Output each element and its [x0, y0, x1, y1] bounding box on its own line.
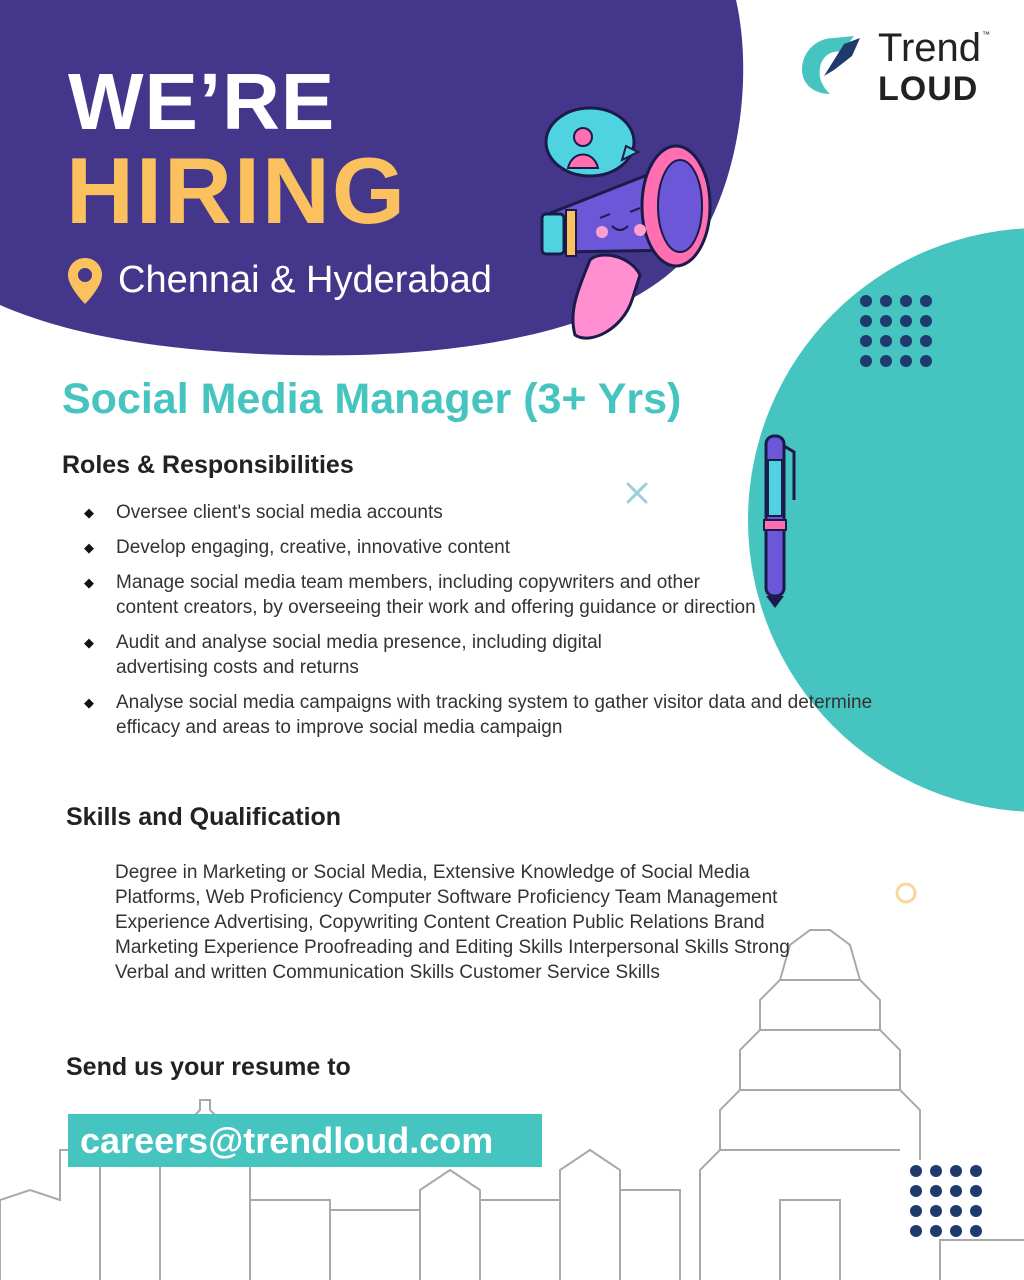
logo-word-loud: LOUD [878, 70, 979, 108]
headline-hiring: HIRING [66, 138, 407, 243]
list-item [84, 690, 906, 740]
job-title: Social Media Manager (3+ Yrs) [62, 375, 682, 423]
location-text: Chennai & Hyderabad [118, 259, 492, 301]
role-text: Analyse social media campaigns with tracking system to gather visitor data and determine efficacy and areas to improve social media campaign [116, 692, 873, 738]
bullet-diamond-icon: ◆ [84, 540, 94, 555]
dot-grid-bottom [910, 1165, 982, 1237]
roles-heading: Roles & Responsibilities [62, 451, 354, 479]
list-item [84, 535, 676, 560]
logo-word-trend: Trend [878, 26, 982, 70]
bullet-diamond-icon: ◆ [84, 695, 94, 710]
list-item [84, 570, 756, 620]
headline-were: WE’RE [68, 57, 336, 146]
logo-trademark: ™ [982, 30, 990, 39]
bullet-diamond-icon: ◆ [84, 635, 94, 650]
role-text: Develop engaging, creative, innovative content [116, 537, 510, 558]
role-text: Oversee client's social media accounts [116, 502, 443, 523]
role-text: Manage social media team members, including copywriters and other content creators, by overseeing their work and offering guidance or direction [116, 572, 756, 618]
list-item [84, 500, 676, 525]
trendloud-logo-mark [794, 30, 868, 104]
roles-list [84, 500, 884, 750]
small-ring [897, 884, 915, 902]
bullet-diamond-icon: ◆ [84, 505, 94, 520]
bullet-diamond-icon: ◆ [84, 575, 94, 590]
role-text: Audit and analyse social media presence, including digital advertising costs and returns [116, 632, 602, 678]
skills-paragraph: Degree in Marketing or Social Media, Extensive Knowledge of Social Media Platforms, Web Proficiency Computer Software Proficiency Team Management Experience Advertising, Copywriting Content Creation Public Relations Brand Marketing Experience Proofreading and Editing Skills Interpersonal Skills Strong Verbal and written Communication Skills Customer Service Skills [115, 862, 790, 983]
list-item [84, 630, 636, 680]
skills-heading: Skills and Qualification [66, 803, 342, 831]
resume-heading: Send us your resume to [66, 1053, 351, 1081]
email-link[interactable]: careers@trendloud.com [80, 1120, 494, 1161]
map-pin-icon [66, 256, 104, 306]
